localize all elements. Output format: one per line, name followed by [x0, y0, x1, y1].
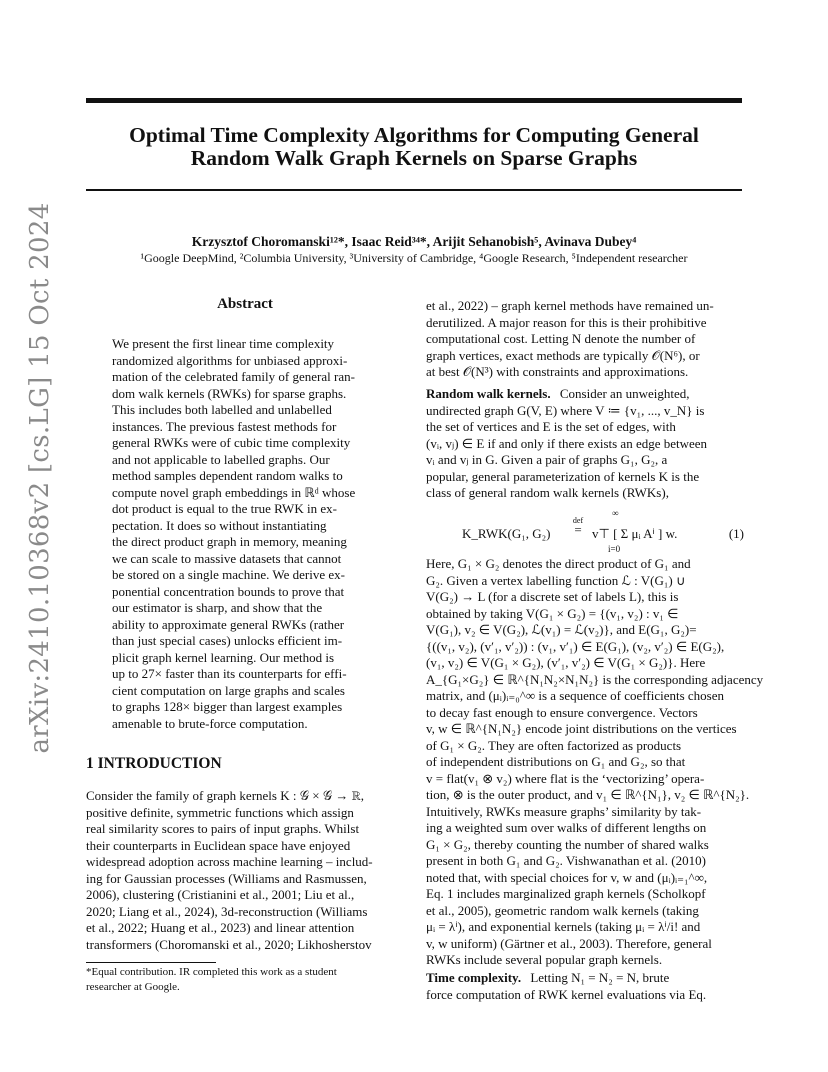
- timecomp-line-0: Letting N₁ = N₂ = N, brute: [530, 970, 670, 985]
- footnote-rule: [86, 962, 216, 963]
- right-body-line: Intuitively, RWKs measure graphs’ similarity by tak-: [426, 803, 702, 819]
- right-body-line: (v₁, v₂) ∈ V(G₁ × G₂), (v′₁, v′₂) ∈ V(G₁ × G₂)}. Here: [426, 655, 706, 670]
- rwk-line: popular, general parameterization of kernels K is the: [426, 468, 700, 484]
- abstract-line: We present the first linear time complexity: [112, 336, 335, 351]
- footnote-line-1: *Equal contribution. IR completed this work as a student: [86, 966, 337, 978]
- equation-sum-lower: i=0: [608, 544, 621, 554]
- intro-line: their counterparts in Euclidean space have enjoyed: [86, 837, 351, 853]
- abstract-line: the direct product graph in memory, meaning: [112, 534, 347, 549]
- right-top-line: derutilized. A major reason for this is their prohibitive: [426, 314, 707, 330]
- abstract-line: method samples dependent random walks to: [112, 468, 343, 483]
- right-body-line: G₂. Given a vertex labelling function ℒ : V(G₁) ∪: [426, 572, 686, 588]
- right-body-line: {((v₁, v₂), (v′₁, v′₂)) : (v₁, v′₁) ∈ E(G₁), (v₂, v′₂) ∈ E(G₂),: [426, 638, 725, 654]
- abstract-line: dom walk kernels (RWKs) for sparse graphs.: [112, 385, 347, 401]
- equation-def-symbol: def =: [572, 516, 584, 537]
- author-list: Krzysztof Choromanski¹²*, Isaac Reid³⁴*, Arijit Sehanobish⁵, Avinava Dubey⁴: [191, 234, 637, 249]
- right-top-line: graph vertices, exact methods are typically 𝒪(N⁶), or: [426, 347, 700, 363]
- intro-line: widespread adoption across machine learning – includ-: [86, 854, 373, 869]
- right-body-line: to decay fast enough to ensure convergence. Vectors: [426, 704, 698, 720]
- abstract-line: ability to approximate general RWKs (rather: [112, 616, 345, 632]
- timecomp-line-1: force computation of RWK kernel evaluations via Eq.: [426, 987, 707, 1002]
- paper-title-line-2: Random Walk Graph Kernels on Sparse Graphs: [190, 146, 638, 170]
- equation-number: (1): [728, 526, 744, 541]
- intro-line: positive definite, symmetric functions which assign: [86, 804, 354, 820]
- intro-line: real similarity scores to pairs of input graphs. Whilst: [86, 821, 360, 836]
- abstract-line: plicit graph kernel learning. Our method is: [112, 649, 335, 665]
- equation-body: v⊤ [ Σ μᵢ Aⁱ ] w.: [592, 526, 678, 541]
- right-body-line: A_{G₁×G₂} ∈ ℝ^{N₁N₂×N₁N₂} is the corresponding adjacency: [426, 671, 764, 687]
- intro-line: et al., 2022; Huang et al., 2023) and linear attention: [86, 920, 355, 935]
- rwk-line: undirected graph G(V, E) where V ≔ {v₁, ..., v_N} is: [426, 402, 705, 418]
- right-body-line: v, w ∈ ℝ^{N₁N₂} encode joint distributions on the vertices: [426, 721, 737, 736]
- abstract-heading: Abstract: [217, 296, 273, 312]
- paper-title-line-1: Optimal Time Complexity Algorithms for Computing General: [129, 123, 699, 147]
- abstract-line: instances. The previous fastest methods for: [112, 418, 337, 434]
- abstract-line: This includes both labelled and unlabelled: [112, 402, 332, 417]
- rwk-first-line: [426, 386, 689, 402]
- right-body-line: μᵢ = λⁱ), and exponential kernels (taking μᵢ = λⁱ/i! and: [426, 919, 701, 934]
- timecomp-first-line: [426, 970, 669, 986]
- rwk-heading: Random walk kernels.: [426, 386, 551, 401]
- affiliations: ¹Google DeepMind, ²Columbia University, ³University of Cambridge, ⁴Google Research, ⁵Independent researcher: [140, 251, 688, 265]
- abstract-line: to graphs 128× bigger than largest examples: [112, 699, 343, 714]
- right-body-line: present in both G₁ and G₂. Vishwanathan et al. (2010): [426, 853, 706, 868]
- rwk-line: the set of vertices and E is the set of edges, with: [426, 419, 676, 434]
- abstract-line: we can scale to massive datasets that cannot: [112, 550, 342, 566]
- right-top-line: at best 𝒪(N³) with constraints and approximations.: [426, 364, 689, 379]
- right-body-line: v, w uniform) (Gärtner et al., 2003). Therefore, general: [426, 935, 712, 951]
- right-body-line: obtained by taking V(G₁ × G₂) = {(v₁, v₂) : v₁ ∈: [426, 605, 679, 621]
- abstract-line: our estimator is sharp, and show that the: [112, 600, 323, 615]
- right-body-line: ing a weighted sum over walks of different lengths on: [426, 820, 707, 835]
- timecomp-heading: Time complexity.: [426, 970, 522, 985]
- arxiv-stamp-text: arXiv:2410.10368v2 [cs.LG] 15 Oct 2024: [25, 202, 55, 754]
- right-body-line: tion, ⊗ is the outer product, and v₁ ∈ ℝ^{N₁}, v₂ ∈ ℝ^{N₂}.: [426, 787, 750, 802]
- abstract-line: ponential concentration bounds to prove that: [112, 583, 345, 599]
- right-body-line: Here, G₁ × G₂ denotes the direct product of G₁ and: [426, 556, 691, 571]
- intro-line: 2020; Liang et al., 2024), 3d-reconstruction (Williams: [86, 903, 368, 919]
- right-body-line: of G₁ × G₂. They are often factorized as products: [426, 737, 682, 753]
- abstract-line: mation of the celebrated family of general ran-: [112, 369, 355, 384]
- right-top-line: computational cost. Letting N denote the number of: [426, 331, 696, 346]
- abstract-line: up to 27× faster than its counterparts for effi-: [112, 666, 347, 681]
- top-rule: [86, 98, 742, 103]
- abstract-line: amenable to brute-force computation.: [112, 715, 308, 731]
- abstract-line: be stored on a single machine. We derive ex-: [112, 567, 345, 582]
- right-body-line: matrix, and (μᵢ)ᵢ₌₀^∞ is a sequence of coefficients chosen: [426, 688, 725, 703]
- intro-line: transformers (Choromanski et al., 2020; Likhosherstov: [86, 936, 372, 952]
- intro-line: 2006), clustering (Cristianini et al., 2001; Liu et al.,: [86, 887, 355, 902]
- abstract-line: compute novel graph embeddings in ℝᵈ whose: [112, 484, 356, 500]
- abstract-line: pectation. It does so without instantiating: [112, 517, 327, 533]
- rwk-line: class of general random walk kernels (RWKs),: [426, 485, 669, 500]
- abstract-line: than just special cases) unlocks efficient im-: [112, 633, 343, 648]
- equation-1: [462, 508, 744, 558]
- right-body-line: G₁ × G₂, thereby counting the number of shared walks: [426, 836, 709, 852]
- right-body-line: of independent distributions on G₁ and G₂, so that: [426, 754, 686, 769]
- intro-line: ing for Gaussian processes (Williams and Rasmussen,: [86, 870, 367, 886]
- right-body-line: et al., 2005), geometric random walk kernels (taking: [426, 902, 699, 918]
- equation-sum-upper: ∞: [612, 508, 619, 518]
- right-body-line: noted that, with special choices for v, w and (μᵢ)ᵢ₌₁^∞,: [426, 869, 708, 885]
- arxiv-stamp: [18, 202, 62, 754]
- footnote-line-2: researcher at Google.: [86, 981, 180, 993]
- intro-line: Consider the family of graph kernels K : 𝒢 × 𝒢 → ℝ,: [86, 788, 365, 803]
- rwk-line: vᵢ and vⱼ in G. Given a pair of graphs G₁, G₂, a: [426, 452, 668, 467]
- rwk-line: (vᵢ, vⱼ) ∈ E if and only if there exists an edge between: [426, 435, 708, 451]
- intro-heading: 1 INTRODUCTION: [86, 755, 222, 772]
- abstract-line: and not applicable to labelled graphs. Our: [112, 451, 330, 467]
- abstract-line: cient computation on large graphs and scales: [112, 682, 345, 698]
- rwk-line-0: Consider an unweighted,: [559, 386, 690, 401]
- abstract-line: randomized algorithms for unbiased approxi-: [112, 352, 348, 368]
- right-body-line: Eq. 1 includes marginalized graph kernels (Scholkopf: [426, 886, 706, 901]
- right-body-line: RWKs include several popular graph kernels.: [426, 952, 663, 967]
- title-bottom-rule: [86, 189, 742, 191]
- right-top-line: et al., 2022) – graph kernel methods have remained un-: [426, 298, 714, 313]
- right-body-line: V(G₁), v₂ ∈ V(G₂), ℒ(v₁) = ℒ(v₂)}, and E(G₁, G₂)=: [426, 622, 697, 637]
- abstract-line: dot product is equal to the true RWK in ex-: [112, 501, 337, 516]
- abstract-line: general RWKs were of cubic time complexity: [112, 435, 351, 450]
- right-body-line: v = flat(v₁ ⊗ v₂) where flat is the ‘vectorizing’ opera-: [426, 770, 705, 786]
- right-body-line: V(G₂) → L (for a discrete set of labels L), this is: [426, 589, 679, 604]
- equation-lhs: K_RWK(G₁, G₂): [462, 526, 551, 541]
